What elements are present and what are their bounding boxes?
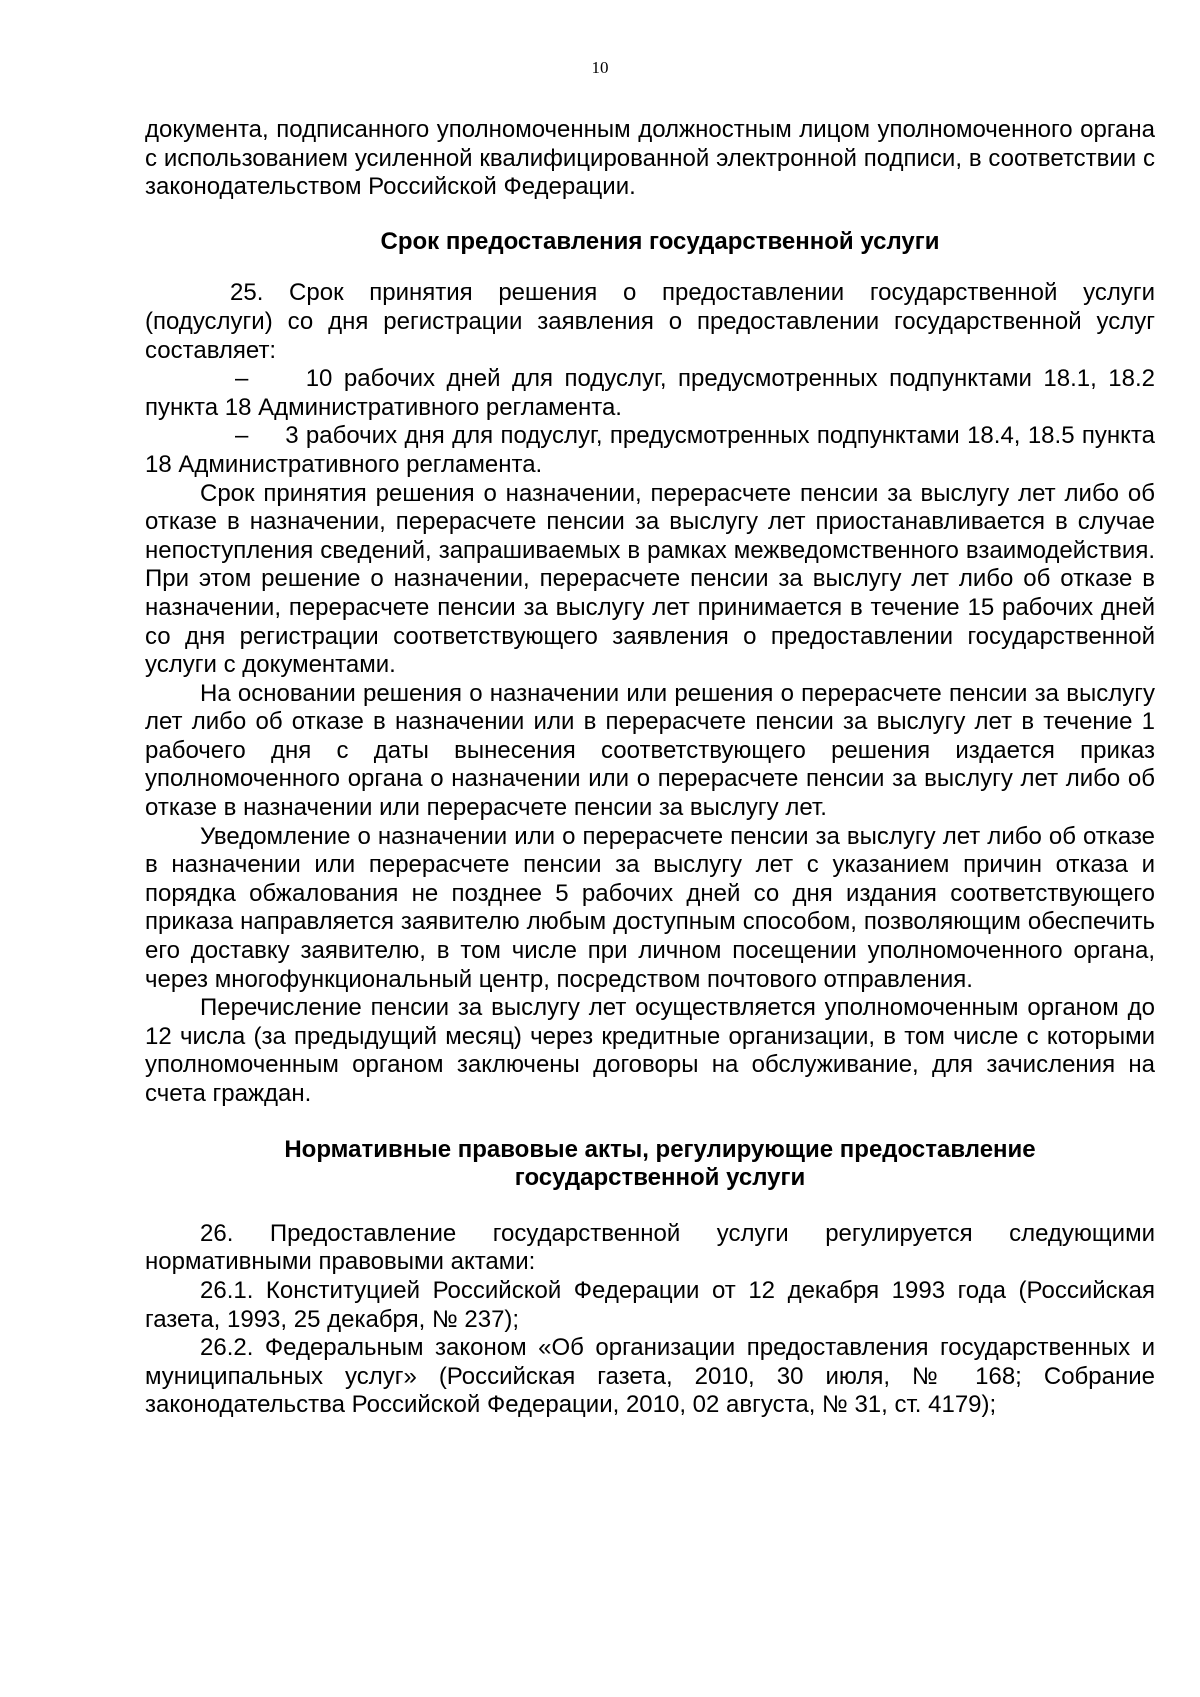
- paragraph-25: 25. Срок принятия решения о предоставлении государственной услуги (подуслуги) со дня регистрации заявления о предоставлении государственной услуг составляет:: [145, 279, 1155, 364]
- list-item-dash-2: – 3 рабочих дня для подуслуг, предусмотренных подпунктами 18.4, 18.5 пункта 18 Административного регламента.: [145, 422, 1155, 478]
- intro-paragraph: документа, подписанного уполномоченным должностным лицом уполномоченного органа с использованием усиленной квалифицированной электронной подписи, в соответствии с законодательством Российской Федерации.: [145, 116, 1155, 201]
- paragraph-suspension: Срок принятия решения о назначении, перерасчете пенсии за выслугу лет либо об отказе в назначении, перерасчете пенсии за выслугу лет приостанавливается в случае непоступления сведений, запрашиваемых в рамках межведомственного взаимодействия. При этом решение о назначении, перерасчете пенсии за выслугу лет либо об отказе в назначении, перерасчете пенсии за выслугу лет принимается в течение 15 рабочих дней со дня регистрации соответствующего заявления о предоставлении государственной услуги с документами.: [145, 479, 1155, 679]
- document-body: [145, 116, 1155, 1420]
- section-heading-acts-line1: Нормативные правовые акты, регулирующие предоставление: [284, 1135, 1036, 1163]
- list-item-dash-1: – 10 рабочих дней для подуслуг, предусмотренных подпунктами 18.1, 18.2 пункта 18 Административного регламента.: [145, 365, 1155, 421]
- paragraph-notification: Уведомление о назначении или о перерасчете пенсии за выслугу лет либо об отказе в назначении или перерасчете пенсии за выслугу лет с указанием причин отказа и порядка обжалования не позднее 5 рабочих дней со дня издания соответствующего приказа направляется заявителю любым доступным способом, позволяющим обеспечить его доставку заявителю, в том числе при личном посещении уполномоченного органа, через многофункциональный центр, посредством почтового отправления.: [145, 822, 1155, 993]
- section-heading-acts: [145, 1136, 1155, 1193]
- section-heading-acts-line2: государственной услуги: [514, 1164, 806, 1192]
- paragraph-order: На основании решения о назначении или решения о перерасчете пенсии за выслугу лет либо об отказе в назначении или в перерасчете пенсии за выслугу лет в течение 1 рабочего дня с даты вынесения соответствующего решения издается приказ уполномоченного органа о назначении или о перерасчете пенсии за выслугу лет либо об отказе в назначении или перерасчете пенсии за выслугу лет.: [145, 679, 1155, 822]
- paragraph-transfer: Перечисление пенсии за выслугу лет осуществляется уполномоченным органом до 12 числа (за предыдущий месяц) через кредитные организации, в том числе с которыми уполномоченным органом заключены договоры на обслуживание, для зачисления на счета граждан.: [145, 994, 1155, 1107]
- paragraph-26-2: 26.2. Федеральным законом «Об организации предоставления государственных и муниципальных услуг» (Российская газета, 2010, 30 июля, № 168; Собрание законодательства Российской Федерации, 2010, 02 августа, № 31, ст. 4179);: [145, 1334, 1155, 1419]
- page-number: 10: [591, 58, 609, 77]
- paragraph-26-1: 26.1. Конституцией Российской Федерации от 12 декабря 1993 года (Российская газета, 1993, 25 декабря, № 237);: [145, 1276, 1155, 1333]
- section-heading-term: Срок предоставления государственной услуги: [380, 227, 940, 255]
- paragraph-26: 26. Предоставление государственной услуги регулируется следующими нормативными правовыми актами:: [145, 1219, 1155, 1276]
